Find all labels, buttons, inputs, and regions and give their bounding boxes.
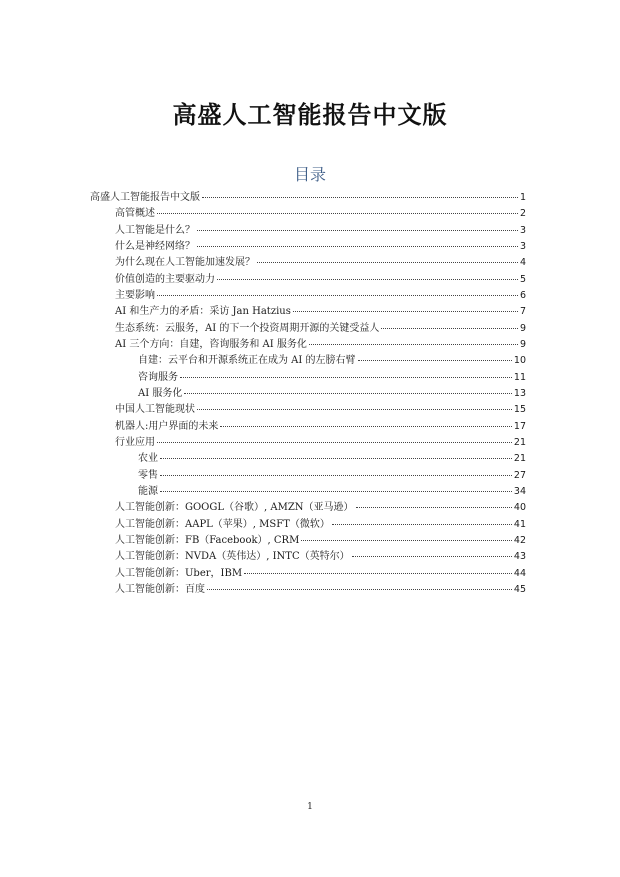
toc-entry-page: 42 [513,534,526,546]
toc-entry[interactable] [90,582,526,598]
toc-entry-label: 高盛人工智能报告中文版 [90,192,200,203]
toc-entry-page: 15 [513,404,526,416]
toc-entry-page: 34 [513,485,526,497]
toc-entry[interactable] [90,190,526,206]
toc-entry-label: 能源 [138,485,158,497]
dot-leader [157,295,518,296]
document-title: 高盛人工智能报告中文版 [172,100,448,129]
toc-entry-page: 41 [513,518,526,530]
toc-entry-page: 3 [519,224,526,236]
page-number: 1 [307,802,313,812]
toc-entry-label: 什么是神经网络？ [115,240,195,252]
toc-entry-page: 40 [513,502,526,514]
toc-entry[interactable] [90,272,526,288]
dot-leader [332,524,512,525]
toc-entry-page: 3 [519,240,526,252]
toc-entry-label: 行业应用 [115,436,155,448]
dot-leader [381,328,518,329]
toc-entry-label: 人工智能创新：AAPL（苹果）, MSFT（微软） [115,518,330,530]
toc-entry-label: AI 三个方向：自建，咨询服务和 AI 服务化 [115,338,307,350]
toc-entry[interactable] [90,255,526,271]
dot-leader [197,230,518,231]
dot-leader [293,311,518,312]
toc-entry-page: 21 [513,453,526,465]
toc-entry[interactable] [90,337,526,353]
toc-entry[interactable] [90,549,526,565]
toc-entry[interactable] [90,533,526,549]
toc-entry-label: 人工智能是什么？ [115,224,195,236]
toc-entry[interactable] [90,402,526,418]
toc-entry-label: 咨询服务 [138,371,178,383]
toc-entry-label: AI 服务化 [138,387,183,399]
toc-entry-page: 9 [519,338,526,350]
toc-entry-label: 高管概述 [115,208,155,220]
dot-leader [157,213,518,214]
toc-entry[interactable] [90,304,526,320]
toc-heading: 目录 [293,165,326,184]
toc-entry-label: 人工智能创新：Uber，IBM [115,567,243,579]
toc-entry[interactable] [90,435,526,451]
toc-entry[interactable] [90,500,526,516]
toc-entry-page: 4 [519,257,526,269]
dot-leader [160,458,512,459]
toc-entry-page: 45 [513,583,526,595]
toc-entry[interactable] [90,468,526,484]
dot-leader [352,556,512,557]
dot-leader [309,344,518,345]
toc-entry-page: 44 [513,567,526,579]
toc-entry-page: 1 [519,192,526,203]
toc-entry-page: 2 [519,208,526,220]
toc-entry-page: 13 [513,387,526,399]
dot-leader [197,246,518,247]
dot-leader [184,393,512,394]
toc-entry[interactable] [90,321,526,337]
toc-entry-label: 零售 [138,469,158,481]
toc-entry[interactable] [90,451,526,467]
dot-leader [217,279,518,280]
toc-entry-label: 中国人工智能现状 [115,404,195,416]
dot-leader [244,573,512,574]
toc-entry-page: 5 [519,273,526,285]
dot-leader [197,409,512,410]
toc-entry-page: 43 [513,551,526,563]
toc-entry[interactable] [90,353,526,369]
toc-entry-label: 为什么现在人工智能加速发展？ [115,257,255,269]
table-of-contents [90,190,526,598]
toc-entry-page: 7 [519,306,526,318]
toc-entry-page: 10 [513,355,526,367]
dot-leader [160,475,512,476]
toc-entry[interactable] [90,370,526,386]
dot-leader [220,426,512,427]
dot-leader [180,377,512,378]
dot-leader [202,197,518,198]
toc-entry-label: 价值创造的主要驱动力 [115,273,215,285]
toc-entry-page: 11 [513,371,526,383]
dot-leader [257,262,518,263]
toc-entry[interactable] [90,566,526,582]
toc-entry-label: 机器人:用户界面的未来 [115,420,219,432]
toc-entry-label: 人工智能创新：FB（Facebook）, CRM [115,534,300,546]
toc-entry[interactable] [90,288,526,304]
dot-leader [356,507,512,508]
dot-leader [358,360,512,361]
dot-leader [157,442,512,443]
dot-leader [160,491,512,492]
toc-entry[interactable] [90,419,526,435]
toc-entry[interactable] [90,223,526,239]
toc-entry-label: AI 和生产力的矛盾：采访 Jan Hatzius [115,306,291,318]
toc-entry[interactable] [90,206,526,222]
dot-leader [207,589,512,590]
toc-entry[interactable] [90,517,526,533]
toc-entry-label: 人工智能创新：NVDA（英伟达）, INTC（英特尔） [115,551,350,563]
toc-entry-label: 生态系统：云服务，AI 的下一个投资周期开源的关键受益人 [115,322,380,334]
toc-entry-page: 21 [513,436,526,448]
toc-entry-page: 9 [519,322,526,334]
toc-entry[interactable] [90,386,526,402]
toc-entry-label: 自建：云平台和开源系统正在成为 AI 的左膀右臂 [138,355,356,367]
toc-entry-label: 人工智能创新：百度 [115,583,205,595]
toc-entry[interactable] [90,484,526,500]
toc-entry-label: 人工智能创新：GOOGL（谷歌）, AMZN（亚马逊） [115,502,354,514]
toc-entry[interactable] [90,239,526,255]
toc-entry-page: 17 [513,420,526,432]
toc-entry-label: 主要影响 [115,289,155,301]
dot-leader [301,540,512,541]
toc-entry-label: 农业 [138,453,158,465]
toc-entry-page: 6 [519,289,526,301]
toc-entry-page: 27 [513,469,526,481]
